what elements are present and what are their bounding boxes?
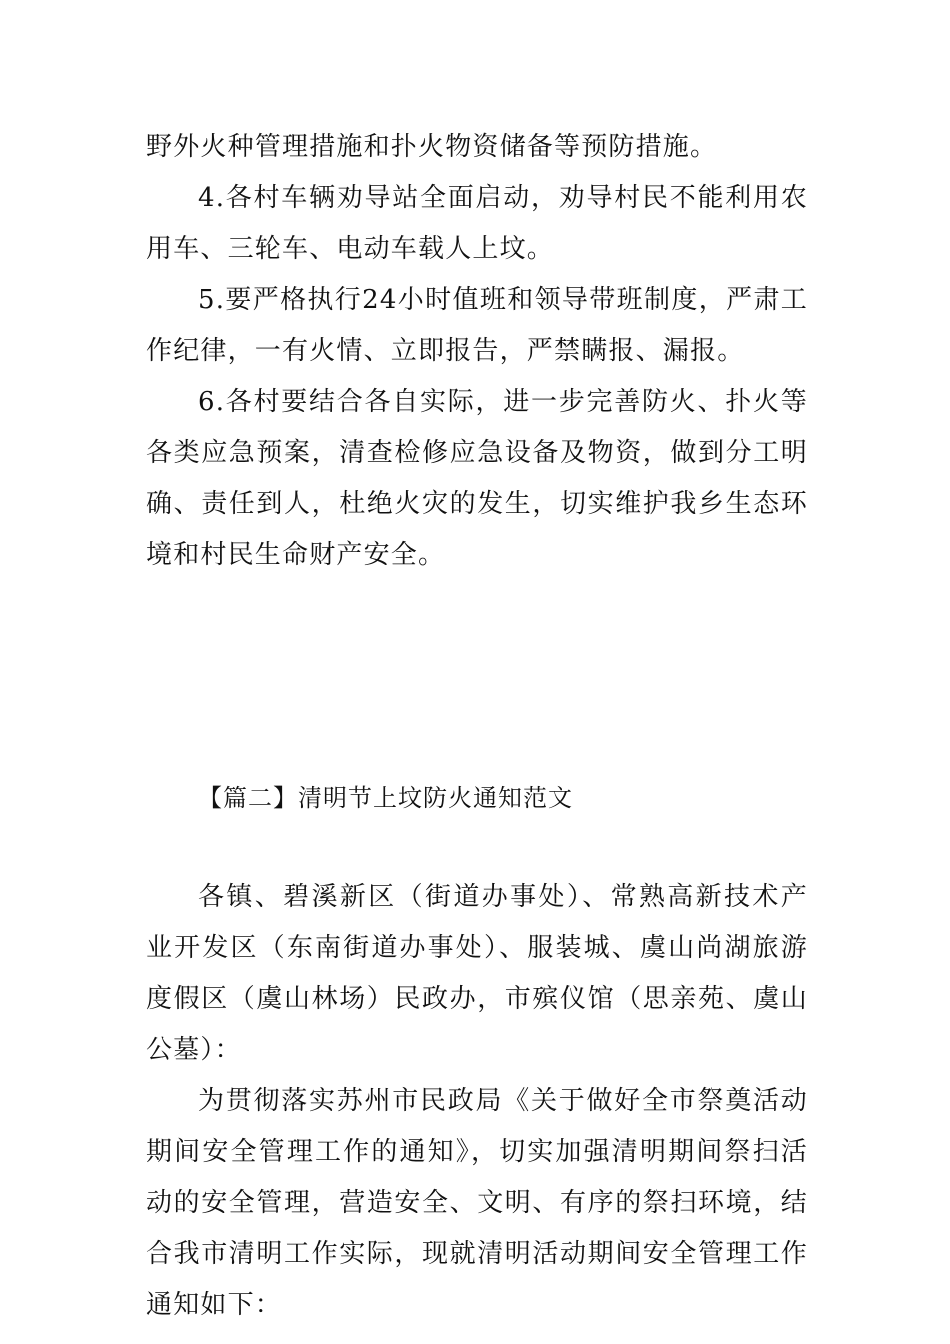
paragraph-item-5: 5.要严格执行24小时值班和领导带班制度，严肃工作纪律，一有火情、立即报告，严禁瞒报、漏报。 [146, 285, 808, 366]
paragraph-intro: 为贯彻落实苏州市民政局《关于做好全市祭奠活动期间安全管理工作的通知》，切实加强清明期间祭扫活动的安全管理，营造安全、文明、有序的祭扫环境，结合我市清明工作实际，现就清明活动期间安全管理工作通知如下： [146, 1086, 808, 1320]
section-two-heading: 【篇二】清明节上坟防火通知范文 [198, 784, 573, 812]
paragraph-item-4: 4.各村车辆劝导站全面启动，劝导村民不能利用农用车、三轮车、电动车载人上坟。 [146, 183, 808, 264]
section-one [146, 122, 808, 581]
section-two [146, 872, 808, 1331]
paragraph-continuation: 野外火种管理措施和扑火物资储备等预防措施。 [146, 132, 718, 162]
paragraph-addressees: 各镇、碧溪新区（街道办事处）、常熟高新技术产业开发区（东南街道办事处）、服装城、虞山尚湖旅游度假区（虞山林场）民政办，市殡仪馆（思亲苑、虞山公墓）： [146, 882, 808, 1065]
paragraph-item-6: 6.各村要结合各自实际，进一步完善防火、扑火等各类应急预案，清查检修应急设备及物资，做到分工明确、责任到人，杜绝火灾的发生，切实维护我乡生态环境和村民生命财产安全。 [146, 387, 808, 570]
